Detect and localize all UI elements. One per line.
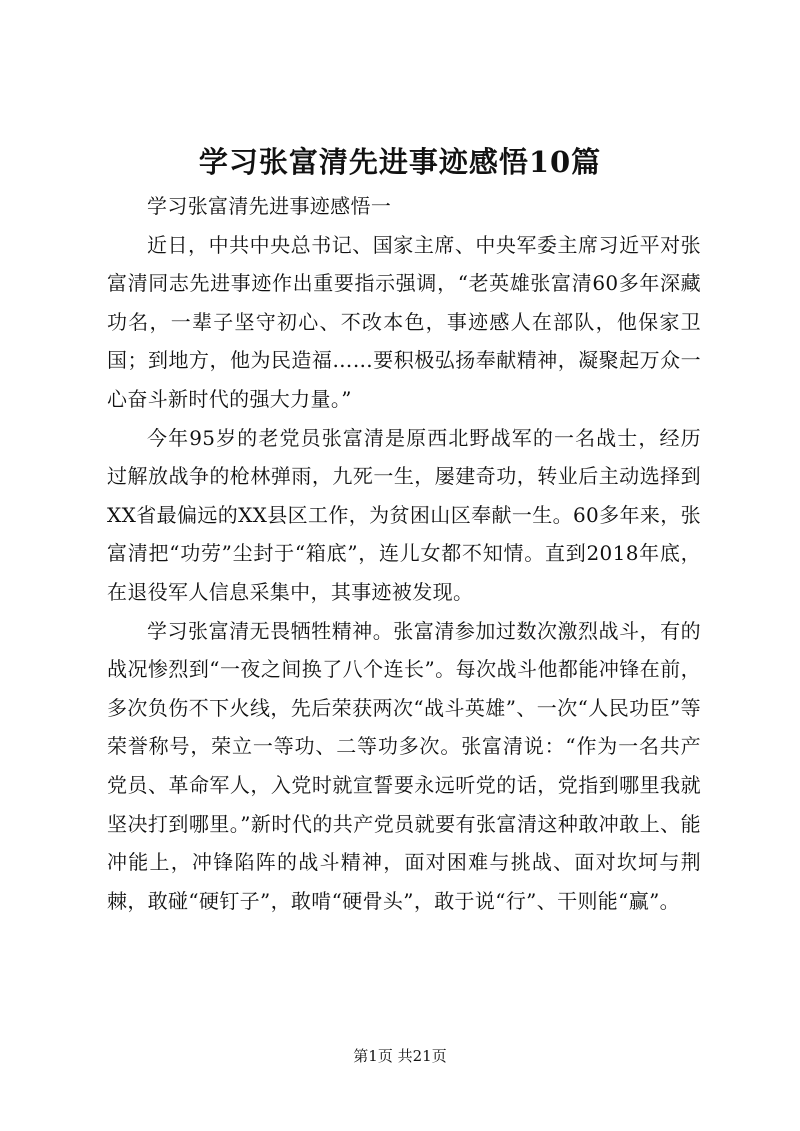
document-title: 学习张富清先进事迹感悟10篇	[198, 145, 602, 179]
paragraph: 近日，中共中央总书记、国家主席、中央军委主席习近平对张富清同志先进事迹作出重要指示强调，“老英雄张富清60多年深藏功名，一辈子坚守初心、不改本色，事迹感人在部队，他保家卫国；到地方，他为民造福……要积极弘扬奉献精神，凝聚起万众一心奋斗新时代的强大力量。”	[107, 232, 701, 411]
page-footer: 第1页 共21页	[353, 1047, 447, 1065]
paragraph: 今年95岁的老党员张富清是原西北野战军的一名战士，经历过解放战争的枪林弹雨，九死一生，屡建奇功，转业后主动选择到XX省最偏远的XX县区工作，为贫困山区奉献一生。60多年来，张富清把“功劳”尘封于“箱底”，连儿女都不知情。直到2018年底，在退役军人信息采集中，其事迹被发现。	[107, 425, 701, 604]
paragraph: 学习张富清无畏牺牲精神。张富清参加过数次激烈战斗，有的战况惨烈到“一夜之间换了八个连长”。每次战斗他都能冲锋在前，多次负伤不下火线，先后荣获两次“战斗英雄”、一次“人民功臣”等荣誉称号，荣立一等功、二等功多次。张富清说：“作为一名共产党员、革命军人，入党时就宣誓要永远听党的话，党指到哪里我就坚决打到哪里。”新时代的共产党员就要有张富清这种敢冲敢上、能冲能上，冲锋陷阵的战斗精神，面对困难与挑战、面对坎坷与荆棘，敢碰“硬钉子”，敢啃“硬骨头”，敢于说“行”、干则能“赢”。	[107, 618, 701, 913]
document-body	[107, 187, 701, 920]
section-heading: 学习张富清先进事迹感悟一	[147, 194, 392, 218]
